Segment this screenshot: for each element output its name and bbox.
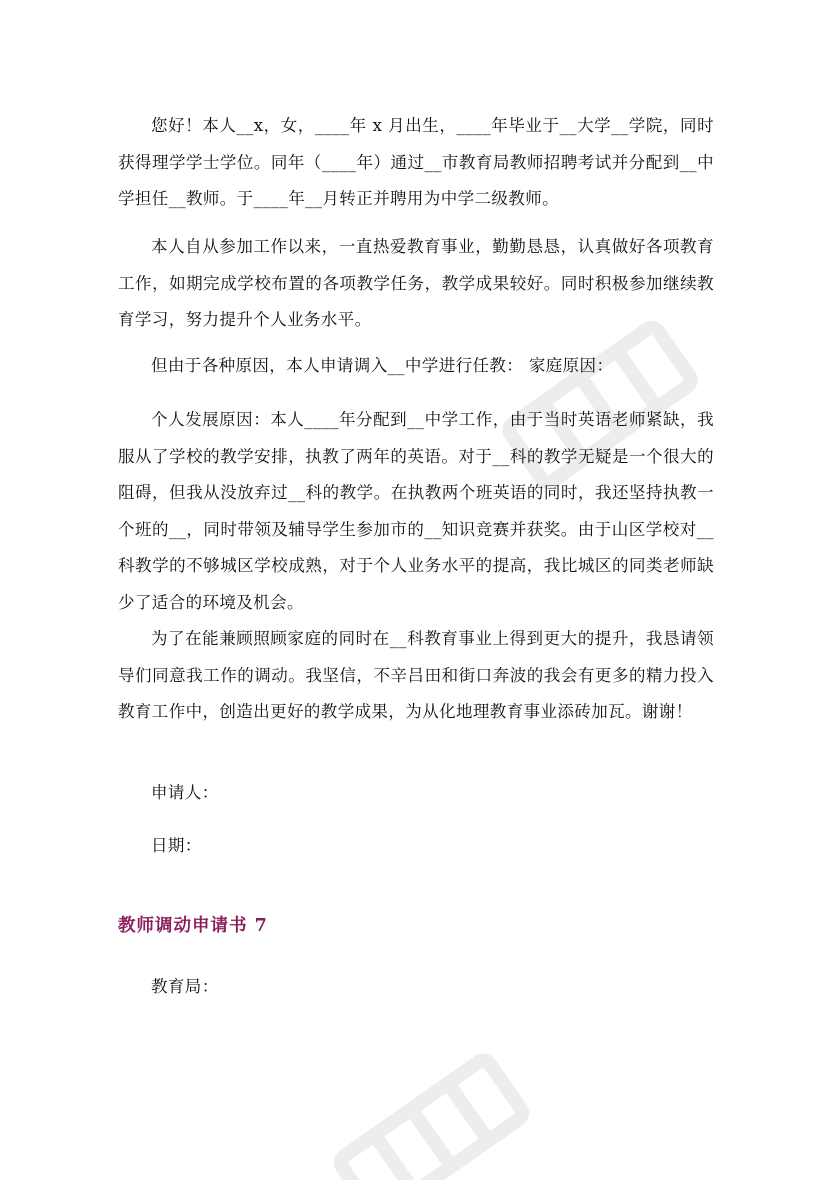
date-line: 日期：	[151, 836, 202, 855]
watermark-icon	[330, 1040, 550, 1180]
reason-paragraph: 但由于各种原因，本人申请调入__中学进行任教： 家庭原因：	[151, 356, 614, 375]
salutation-line: 教育局：	[151, 977, 219, 996]
section-heading: 教师调动申请书 7	[118, 916, 268, 936]
intro-paragraph: 您好！本人__x，女，____年 x 月出生，____年毕业于__大学__学院，同时获得理学学士学位。同年（____年）通过__市教育局教师招聘考试并分配到__中学担任__教师。于____年__月转正并聘用为中学二级教师。	[118, 116, 714, 208]
work-history-paragraph: 本人自从参加工作以来，一直热爱教育事业，勤勤恳恳，认真做好各项教育工作，如期完成学校布置的各项教学任务，教学成果较好。同时积极参加继续教育学习，努力提升个人业务水平。	[118, 237, 714, 329]
request-paragraph: 为了在能兼顾照顾家庭的同时在__科教育事业上得到更大的提升，我恳请领导们同意我工作的调动。我坚信，不辛吕田和街口奔波的我会有更多的精力投入教育工作中，创造出更好的教学成果，为从化地理教育事业添砖加瓦。谢谢！	[118, 629, 714, 721]
career-reason-paragraph: 个人发展原因：本人____年分配到__中学工作，由于当时英语老师紧缺，我服从了学校的教学安排，执教了两年的英语。对于__科的教学无疑是一个很大的阻碍，但我从没放弃过__科的教学。在执教两个班英语的同时，我还坚持执教一个班的__，同时带领及辅导学生参加市的__知识竞赛并获奖。由于山区学校对__科教学的不够城区学校成熟，对于个人业务水平的提高，我比城区的同类老师缺少了适合的环境及机会。	[118, 410, 714, 612]
applicant-line: 申请人：	[151, 783, 219, 802]
